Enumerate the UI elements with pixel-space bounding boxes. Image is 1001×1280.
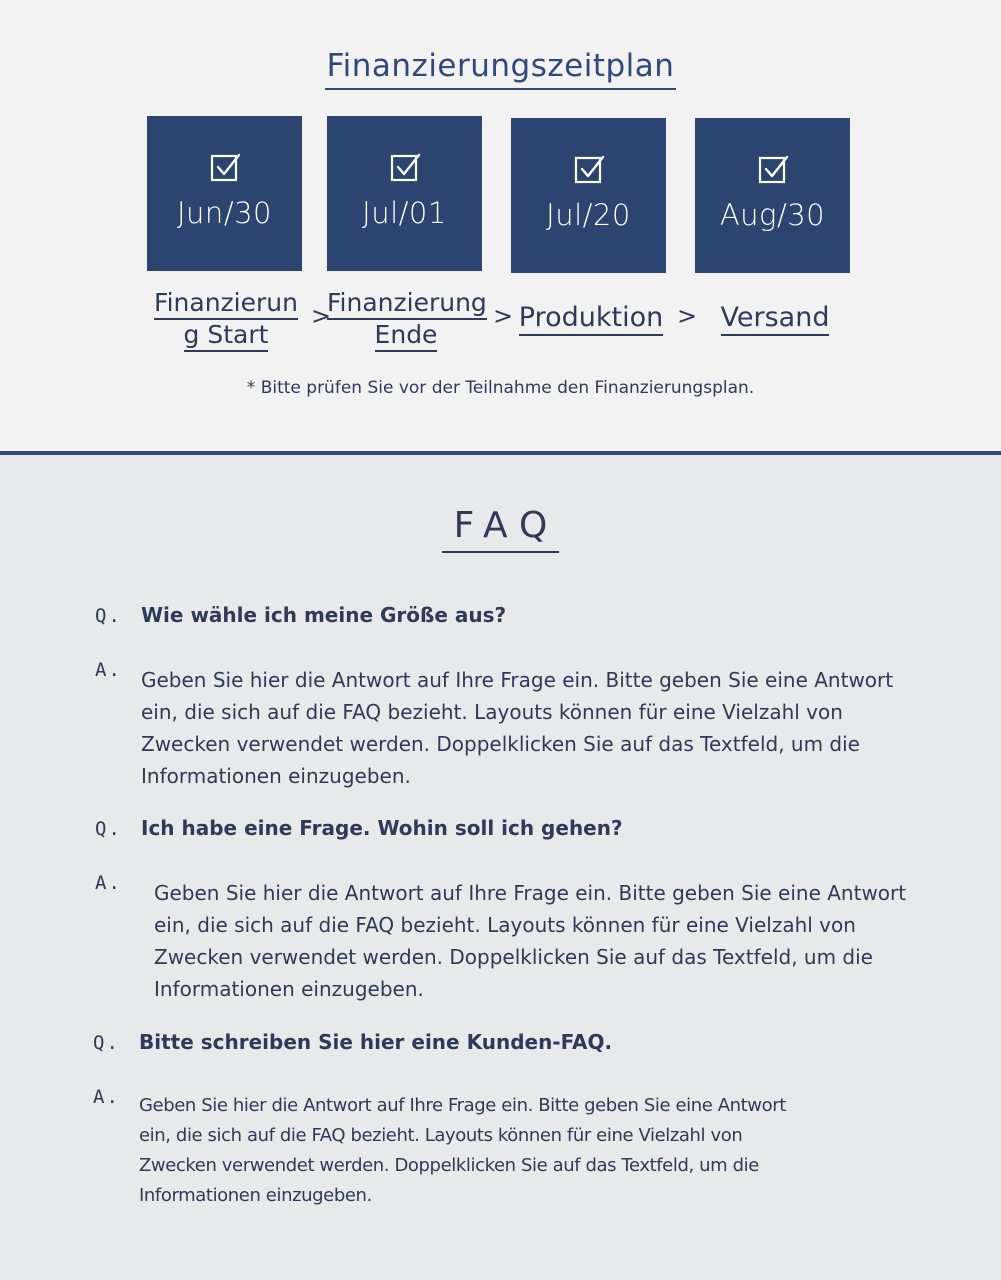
arrow-right-icon: > [677, 302, 698, 330]
milestone-date: Aug/30 [719, 198, 826, 232]
arrow-right-icon: > [311, 302, 332, 330]
question-marker: Q. [93, 1032, 120, 1054]
checkbox-checked-icon [390, 152, 422, 184]
checkbox-checked-icon [210, 152, 242, 184]
milestone-box-3 [511, 118, 666, 273]
milestone-date: Jul/20 [546, 198, 631, 232]
faq-answer-1: Geben Sie hier die Antwort auf Ihre Frage ein. Bitte geben Sie eine Antwort ein, die sich auf die FAQ bezieht. Layouts können für eine Vielzahl von Zwecken verwendet werden. Doppelklicken Sie auf das Textfeld, um die Informationen einzugeben. [141, 668, 894, 788]
faq-answer-3: Geben Sie hier die Antwort auf Ihre Frage ein. Bitte geben Sie eine Antwort ein, die sich auf die FAQ bezieht. Layouts können für eine Vielzahl von Zwecken verwendet werden. Doppelklicken Sie auf das Textfeld, um die Informationen einzugeben. [139, 1095, 786, 1206]
milestone-date: Jun/30 [177, 196, 272, 230]
answer-marker: A. [95, 659, 122, 681]
faq-answer-2: Geben Sie hier die Antwort auf Ihre Frage ein. Bitte geben Sie eine Antwort ein, die sich auf die FAQ bezieht. Layouts können für eine Vielzahl von Zwecken verwendet werden. Doppelklicken Sie auf das Textfeld, um die Informationen einzugeben. [154, 881, 907, 1001]
checkbox-checked-icon [758, 154, 790, 186]
milestone-label-4: Versand [695, 302, 855, 334]
schedule-title: Finanzierungszeitplan [0, 46, 1001, 90]
answer-marker: A. [93, 1086, 120, 1108]
milestone-date: Jul/01 [362, 196, 447, 230]
checkbox-checked-icon [574, 154, 606, 186]
faq-title: FAQ [0, 505, 1001, 553]
answer-marker: A. [95, 872, 122, 894]
arrow-right-icon: > [493, 302, 514, 330]
milestone-label-3: Produktion [511, 302, 671, 334]
question-marker: Q. [95, 605, 122, 627]
faq-question-1: Wie wähle ich meine Größe aus? [141, 603, 507, 627]
milestone-box-1 [147, 116, 302, 271]
faq-question-2: Ich habe eine Frage. Wohin soll ich gehen? [141, 816, 623, 840]
milestone-box-4 [695, 118, 850, 273]
question-marker: Q. [95, 818, 122, 840]
milestone-box-2 [327, 116, 482, 271]
faq-question-3: Bitte schreiben Sie hier eine Kunden-FAQ. [139, 1030, 613, 1054]
schedule-note: * Bitte prüfen Sie vor der Teilnahme den Finanzierungsplan. [246, 378, 755, 398]
milestone-label-2: Finanzierung Ende [327, 287, 485, 351]
milestone-label-1: Finanzierun g Start [147, 287, 305, 351]
